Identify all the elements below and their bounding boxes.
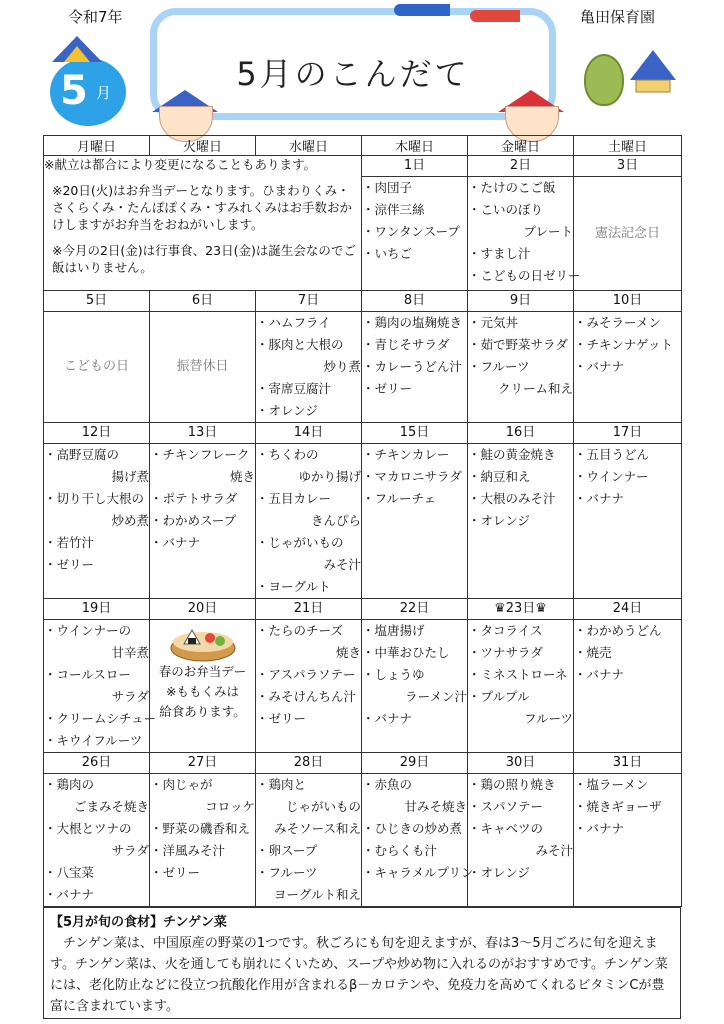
bento-icon [170,622,236,662]
date-cell: 5日 [44,291,150,312]
menu-item: ・卵スープ [256,843,318,858]
menu-cell [362,312,468,423]
menu-item: ・ヨーグルト [256,579,331,594]
bento-note: ※ももくみは [166,684,239,699]
holiday-cell [44,312,150,423]
menu-item: ・肉じゃが [150,777,213,792]
holiday-cell [150,312,256,423]
menu-item-continuation: 甘みそ焼き [404,799,467,814]
holiday-label: 振替休日 [176,359,229,374]
menu-cell [574,312,682,423]
menu-cell [468,774,574,907]
menu-item: ・しょうゆ [362,667,425,682]
koinobori-icon [470,10,520,22]
menu-item: ・フルーツ [256,865,318,880]
bento-cell [150,620,256,753]
date-cell: 21日 [256,599,362,620]
koinobori-icon [394,4,450,16]
menu-item: ・みそけんちん汁 [256,689,357,704]
menu-item-continuation: 焼き [335,645,361,660]
bento-note: 給食あります。 [159,704,246,719]
menu-item-continuation: 甘辛煮 [111,645,149,660]
menu-item-continuation: 揚げ煮 [111,469,149,484]
menu-item-continuation: みそソース和え [274,821,361,836]
menu-item: ・こどもの日ゼリー [468,268,581,283]
menu-table [43,135,682,907]
menu-item: ・ゼリー [150,865,201,880]
menu-item: ・野菜の磯香和え [150,821,251,836]
menu-cell [44,774,150,907]
birthday-date: 23日 [505,601,536,616]
menu-item: ・じゃがいもの [256,535,344,550]
menu-item: ・ちくわの [256,447,319,462]
menu-item: ・ツナサラダ [468,645,543,660]
kashiwa-mochi-icon [584,54,624,106]
menu-item: ・チキンナゲット [574,337,673,352]
menu-item: ・オレンジ [256,403,318,418]
kabuto-icon [52,34,102,62]
date-cell: 14日 [256,423,362,444]
date-cell: 6日 [150,291,256,312]
menu-item: ・肉団子 [362,180,413,195]
menu-item: ・キャラメルプリン [362,865,474,880]
menu-item: ・バナナ [150,535,201,550]
menu-cell [574,444,682,599]
menu-item: ・むらくも汁 [362,843,438,858]
menu-item: ・キウイフルーツ [44,733,143,748]
date-row [44,291,682,312]
menu-item: ・クリームシチュー [44,711,157,726]
menu-item: ・ゼリー [44,557,95,572]
menu-row [44,312,682,423]
school-name: 亀田保育園 [580,8,656,26]
date-cell: 10日 [574,291,682,312]
crown-icon: ♛ [494,601,506,616]
holiday-label: 憲法記念日 [594,225,660,241]
menu-item: ・ゼリー [256,711,307,726]
menu-row [44,620,682,753]
menu-item: ・プルプル [468,689,530,704]
date-cell: 16日 [468,423,574,444]
date-cell: 12日 [44,423,150,444]
menu-item: ・いちご [362,246,413,261]
menu-item: ・オレンジ [468,513,530,528]
menu-item: ・たらのチーズ [256,623,343,638]
menu-item: ・バナナ [574,491,625,506]
menu-item: ・塩ラーメン [574,777,649,792]
menu-cell [44,444,150,599]
date-cell: 22日 [362,599,468,620]
seasonal-food-heading: 【5月が旬の食材】チンゲン菜 [50,915,227,930]
date-cell: 17日 [574,423,682,444]
menu-item: ・バナナ [574,667,625,682]
menu-cell [362,620,468,753]
weekday-header: 木曜日 [362,136,468,156]
menu-item-continuation: じゃがいもの [285,799,361,814]
menu-cell [468,177,581,291]
menu-item: ・すまし汁 [468,246,531,261]
date-cell: 13日 [150,423,256,444]
menu-item: ・たけのこご飯 [468,180,556,195]
menu-item: ・青じそサラダ [362,337,450,352]
menu-item: ・鶏の照り焼き [468,777,556,792]
weekday-header: 月曜日 [44,136,150,156]
month-badge-unit: 月 [96,84,112,102]
date-cell: 24日 [574,599,682,620]
menu-cell [256,620,362,753]
notice-cell [44,156,362,291]
menu-item: ・マカロニサラダ [362,469,462,484]
menu-cell [362,444,468,599]
menu-item: ・塩唐揚げ [362,623,425,638]
menu-item: ・中華おひたし [362,645,450,660]
seasonal-food-text: チンゲン菜は、中国原産の野菜の1つです。秋ごろにも旬を迎えますが、春は3～5月ごろに旬を迎えます。チンゲン菜は、火を通しても崩れにくいため、スープや炒め物に入れるのがおすすめです。チンゲン菜には、老化防止などに役立つ抗酸化作用が含まれるβ－カロテンや、免疫力を高めてくれるビタミンCが豊富に含まれています。 [50,936,668,1014]
menu-item: ・焼売 [574,645,612,660]
menu-item: ・スパソテー [468,799,544,814]
menu-cell [44,620,157,753]
menu-cell [574,774,682,907]
menu-item: ・元気丼 [468,315,519,330]
menu-item: ・カレーうどん汁 [362,359,463,374]
menu-item: ・ワンタンスープ [362,224,460,239]
bento-day-label: 春のお弁当デー [158,664,247,679]
menu-item: ・焼きギョーザ [574,799,662,814]
menu-item: ・五目うどん [574,447,650,462]
menu-item-continuation: クリーム和え [497,381,573,396]
holiday-cell [574,177,682,291]
menu-item: ・ウインナー [574,469,649,484]
date-cell: 29日 [362,753,468,774]
menu-item: ・大根とツナの [44,821,132,836]
menu-item: ・豚肉と大根の [256,337,344,352]
menu-item: ・洋風みそ汁 [150,843,226,858]
weekday-header: 金曜日 [468,136,574,156]
menu-row [44,444,682,599]
menu-item: ・タコライス [468,623,543,638]
menu-item: ・大根のみそ汁 [468,491,556,506]
menu-cell [150,774,256,907]
date-cell: 3日 [574,156,682,177]
menu-item: ・チキンカレー [362,447,450,462]
holiday-label: こどもの日 [63,359,129,374]
menu-item: ・切り干し大根の [44,491,145,506]
date-cell: 7日 [256,291,362,312]
menu-item-continuation: サラダ [111,689,149,704]
title-frame [150,8,556,120]
menu-item: ・涼伴三絲 [362,202,425,217]
menu-row [44,774,682,907]
menu-item-continuation: ゆかり揚げ [298,469,361,484]
menu-item-continuation: 焼き [229,469,255,484]
date-cell: 19日 [44,599,150,620]
menu-item: ・バナナ [362,711,413,726]
menu-cell [468,312,574,423]
menu-item: ・茹で野菜サラダ [468,337,568,352]
menu-cell [256,774,362,907]
date-cell: 2日 [468,156,574,177]
menu-item-continuation: 炒り煮 [323,359,361,374]
menu-item: ・八宝菜 [44,865,95,880]
menu-cell [468,444,574,599]
date-cell: 9日 [468,291,574,312]
menu-item: ・ポテトサラダ [150,491,238,506]
date-cell: 1日 [362,156,468,177]
menu-item-continuation: ヨーグルト和え [273,887,361,902]
menu-item: ・みそラーメン [574,315,661,330]
menu-item: ・鮭の黄金焼き [468,447,556,462]
menu-cell [362,774,474,907]
menu-item-continuation: ごまみそ焼き [73,799,149,814]
date-cell: 8日 [362,291,468,312]
menu-item: ・こいのぼり [468,202,544,217]
date-row [44,599,682,620]
menu-item-continuation: きんぴら [310,513,361,528]
menu-item-continuation: サラダ [111,843,149,858]
menu-cell [256,444,362,599]
menu-item: ・フルーチェ [362,491,437,506]
menu-item: ・コールスロー [44,667,131,682]
date-cell: 30日 [468,753,574,774]
notice-text: ※今月の2日(金)は行事食、23日(金)は誕生会なのでご飯はいりません。 [52,243,356,275]
menu-item: ・アスパラソテー [256,667,356,682]
weekday-header-row [44,136,682,156]
date-cell: 26日 [44,753,150,774]
month-badge-number: 5 [60,68,88,114]
kabuto-icon [630,50,676,94]
menu-item: ・赤魚の [362,777,413,792]
menu-item: ・ひじきの炒め煮 [362,821,463,836]
date-cell: 31日 [574,753,682,774]
notice-text: ※献立は都合により変更になることもあります。 [44,157,316,172]
menu-item-continuation: みそ汁 [535,843,573,858]
menu-item-continuation: フルーツ [523,711,573,726]
menu-item-continuation: プレート [523,224,573,239]
menu-cell [256,312,362,423]
menu-item: ・チキンフレーク [150,447,250,462]
menu-item: ・バナナ [574,821,625,836]
date-row [44,423,682,444]
weekday-header: 水曜日 [256,136,362,156]
menu-item-continuation: 炒め煮 [111,513,149,528]
menu-item: ・寄席豆腐汁 [256,381,332,396]
menu-item: ・ウインナーの [44,623,132,638]
menu-item: ・納豆和え [468,469,531,484]
menu-item-continuation: ラーメン汁 [405,689,467,704]
menu-cell [574,620,682,753]
menu-item: ・鶏肉と [256,777,307,792]
menu-item: ・バナナ [44,887,95,902]
weekday-header: 火曜日 [150,136,256,156]
menu-item: ・わかめうどん [574,623,662,638]
menu-item: ・高野豆腐の [44,447,120,462]
menu-item: ・鶏肉の [44,777,95,792]
date-cell: 20日 [150,599,256,620]
date-cell: 28日 [256,753,362,774]
menu-cell [362,177,468,291]
date-row [44,156,682,177]
menu-item: ・オレンジ [468,865,530,880]
menu-item: ・ゼリー [362,381,413,396]
date-cell: 27日 [150,753,256,774]
weekday-header: 土曜日 [574,136,682,156]
menu-item: ・ミネストローネ [468,667,568,682]
date-cell: 15日 [362,423,468,444]
menu-item: ・キャベツの [468,821,544,836]
crown-icon: ♛ [535,601,547,616]
seasonal-food-box [43,907,681,1019]
menu-item: ・鶏肉の塩麹焼き [362,315,463,330]
menu-cell [150,444,256,599]
menu-item-continuation: コロッケ [205,799,255,814]
page-title: 5月のこんだて [236,55,470,93]
menu-cell [468,620,574,753]
date-row [44,753,682,774]
notice-text: ※20日(火)はお弁当デーとなります。ひまわりくみ・さくらくみ・たんぽぽくみ・すみれくみはお手数おかけしますがお弁当をおねがいします。 [52,183,353,232]
menu-item: ・ハムフライ [256,315,331,330]
menu-item: ・バナナ [574,359,625,374]
date-cell [468,599,574,620]
menu-item: ・五目カレー [256,491,332,506]
menu-item-continuation: みそ汁 [323,557,361,572]
menu-item: ・フルーツ [468,359,530,374]
menu-item: ・わかめスープ [150,513,237,528]
menu-item: ・若竹汁 [44,535,95,550]
era-label: 令和7年 [68,8,123,26]
